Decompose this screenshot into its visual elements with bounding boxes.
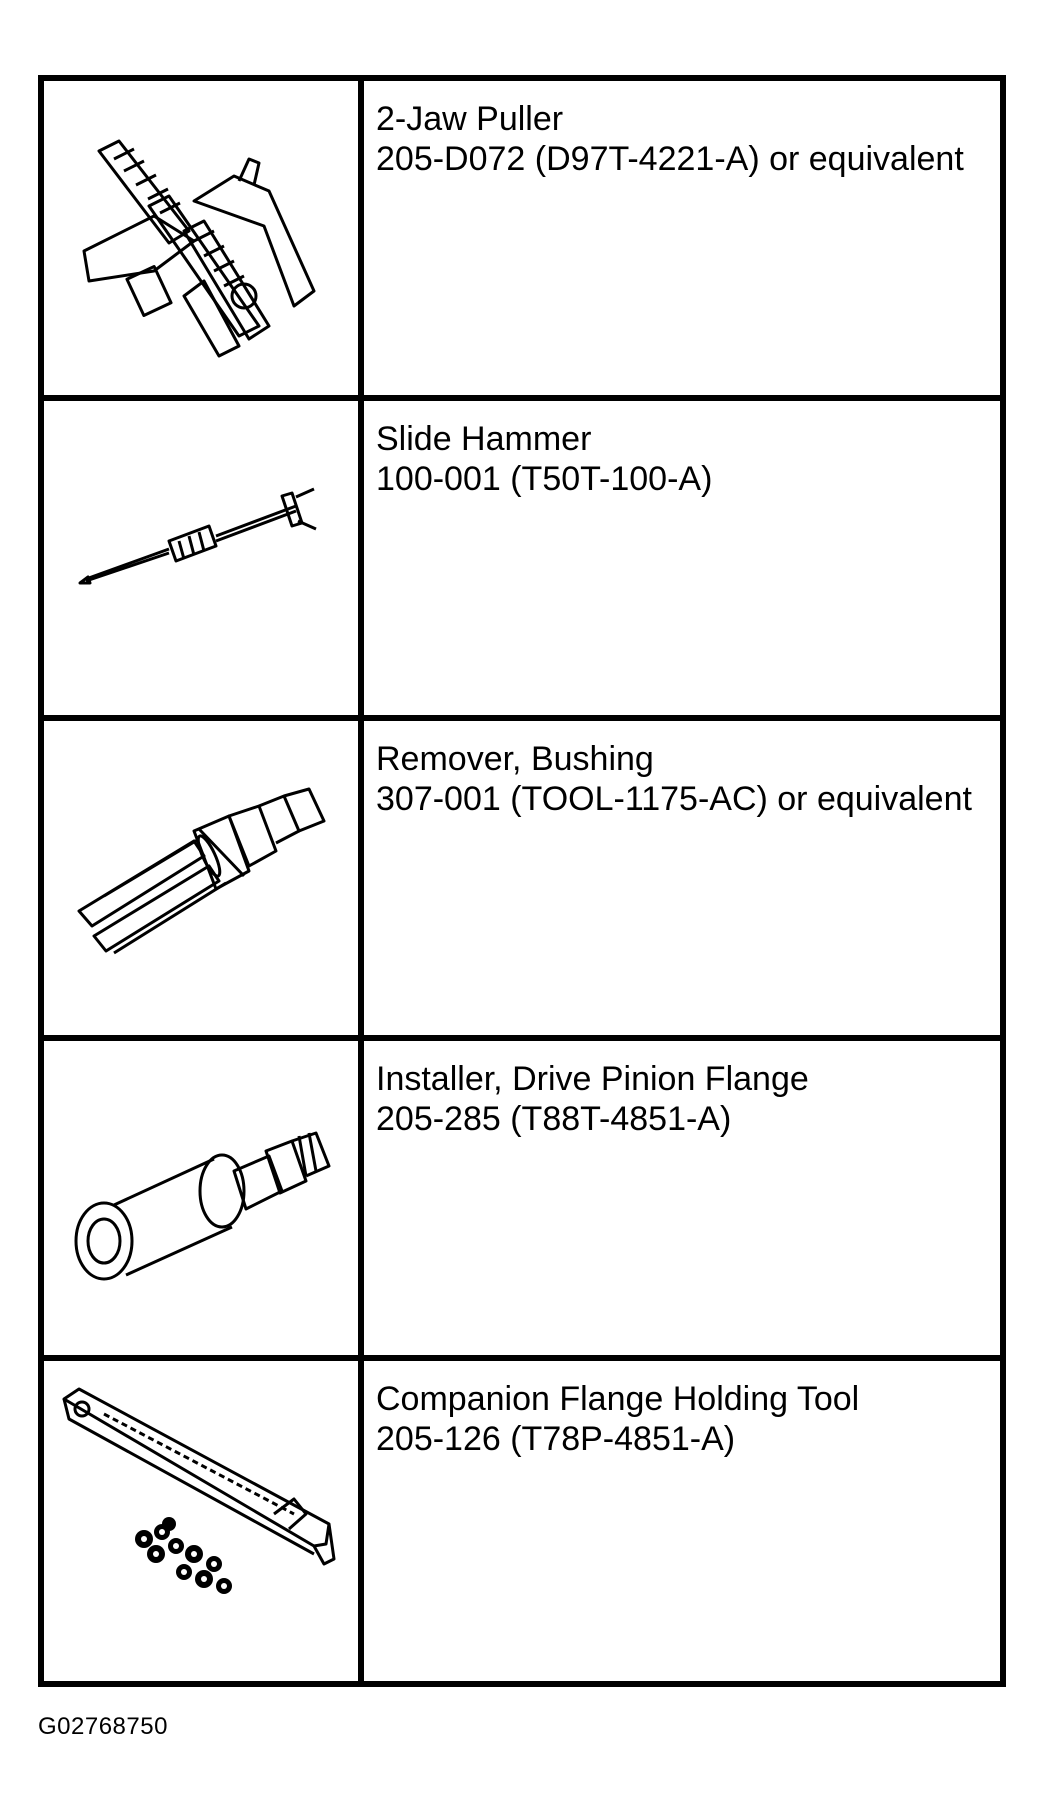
slide-hammer-icon [44,401,358,715]
tool-description [376,739,986,819]
pinion-flange-installer-icon [44,1041,358,1355]
tool-row-jaw-puller [44,81,1000,401]
special-tools-table [38,75,1006,1687]
tool-row-pinion-flange-installer [44,1041,1000,1361]
tool-name: Slide Hammer [376,420,592,458]
tool-image-cell [44,1041,364,1355]
tool-part-number: 100-001 (T50T-100-A) [376,460,713,498]
tool-part-number: 205-285 (T88T-4851-A) [376,1100,732,1138]
tool-image-cell [44,721,364,1035]
tool-row-flange-holding-tool [44,1361,1000,1681]
bushing-remover-icon [44,721,358,1035]
tool-description [376,419,986,499]
flange-holding-tool-icon [44,1361,358,1681]
figure-id: G02768750 [38,1713,168,1740]
tool-row-slide-hammer [44,401,1000,721]
tool-description [376,99,986,179]
tool-name: Remover, Bushing [376,740,654,778]
tool-image-cell [44,1361,364,1681]
tool-row-bushing-remover [44,721,1000,1041]
tool-image-cell [44,401,364,715]
tool-name: Companion Flange Holding Tool [376,1380,860,1418]
tool-image-cell [44,81,364,395]
tool-name: 2-Jaw Puller [376,100,564,138]
tool-description [376,1059,986,1139]
tool-part-number: 205-D072 (D97T-4221-A) or equivalent [376,140,964,178]
jaw-puller-icon [44,81,358,395]
tool-part-number: 205-126 (T78P-4851-A) [376,1420,736,1458]
tool-part-number: 307-001 (TOOL-1175-AC) or equivalent [376,780,972,818]
tool-description [376,1379,986,1459]
tool-name: Installer, Drive Pinion Flange [376,1060,809,1098]
